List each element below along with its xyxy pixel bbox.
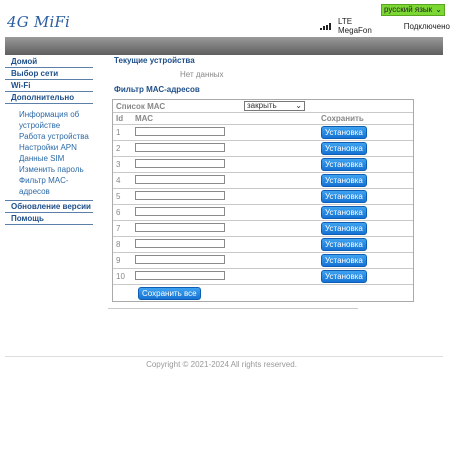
mac-cell: [135, 255, 321, 266]
mac-cell: [135, 175, 321, 186]
mac-cell: [135, 271, 321, 282]
set-button[interactable]: Установка: [321, 238, 367, 251]
row-id: 7: [116, 224, 121, 233]
table-row: [113, 237, 413, 253]
save-cell: [321, 222, 413, 235]
content-divider: [108, 308, 358, 309]
save-cell: [321, 270, 413, 283]
save-all-row: [113, 285, 413, 301]
save-cell: [321, 254, 413, 267]
nav-device-operation[interactable]: Работа устройства: [19, 132, 89, 141]
mac-address-input[interactable]: [135, 143, 225, 152]
nav-apn-settings[interactable]: Настройки APN: [19, 143, 77, 152]
footer-divider: [5, 356, 443, 357]
nav-advanced[interactable]: Дополнительно: [5, 92, 93, 104]
nav-wifi[interactable]: Wi-Fi: [5, 80, 93, 92]
chevron-down-icon: ⌄: [295, 101, 302, 110]
table-row: [113, 141, 413, 157]
set-button[interactable]: Установка: [321, 190, 367, 203]
mac-filter-table: [112, 99, 414, 302]
save-cell: [321, 126, 413, 139]
mac-address-input[interactable]: [135, 255, 225, 264]
save-cell: [321, 190, 413, 203]
table-row: [113, 189, 413, 205]
set-button[interactable]: Установка: [321, 174, 367, 187]
language-select-value: русский язык: [384, 5, 433, 14]
signal-icon: [320, 23, 331, 30]
nav-firmware-update[interactable]: Обновление версии: [5, 201, 93, 213]
nav-help[interactable]: Помощь: [5, 213, 93, 225]
nav-home[interactable]: Домой: [5, 56, 93, 68]
table-row: [113, 173, 413, 189]
set-button[interactable]: Установка: [321, 254, 367, 267]
set-button[interactable]: Установка: [321, 206, 367, 219]
table-row: [113, 269, 413, 285]
nav-sim-data[interactable]: Данные SIM: [19, 154, 65, 163]
set-button[interactable]: Установка: [321, 142, 367, 155]
set-button[interactable]: Установка: [321, 222, 367, 235]
nav-device-info[interactable]: Информация об устройстве: [19, 110, 80, 130]
column-id: Id: [116, 114, 124, 123]
chevron-down-icon: ⌄: [435, 5, 442, 14]
mac-address-input[interactable]: [135, 191, 225, 200]
row-id: 2: [116, 144, 121, 153]
table-header: [113, 113, 413, 125]
filter-mode-select[interactable]: [244, 101, 305, 111]
footer-copyright: Copyright © 2021-2024 All rights reserved.: [146, 360, 297, 369]
row-id: 3: [116, 160, 121, 169]
row-id: 1: [116, 128, 121, 137]
row-id: 9: [116, 256, 121, 265]
nav-network-select[interactable]: Выбор сети: [5, 68, 93, 80]
header-bar: [5, 37, 443, 55]
save-cell: [321, 238, 413, 251]
set-button[interactable]: Установка: [321, 158, 367, 171]
language-select[interactable]: [381, 4, 445, 16]
mac-cell: [135, 191, 321, 202]
advanced-submenu: [5, 104, 93, 201]
row-id: 8: [116, 240, 121, 249]
mac-address-input[interactable]: [135, 159, 225, 168]
mac-list-row: [113, 100, 413, 113]
column-save: Сохранить: [321, 114, 364, 123]
row-id: 10: [116, 272, 125, 281]
no-data-text: Нет данных: [180, 70, 224, 79]
mac-address-input[interactable]: [135, 239, 225, 248]
row-id: 4: [116, 176, 121, 185]
table-row: [113, 125, 413, 141]
mac-cell: [135, 159, 321, 170]
operator-name: LTE MegaFon: [338, 17, 372, 35]
save-all-button[interactable]: Сохранить все: [138, 287, 201, 300]
mac-address-input[interactable]: [135, 271, 225, 280]
mac-address-input[interactable]: [135, 175, 225, 184]
save-cell: [321, 142, 413, 155]
mac-address-input[interactable]: [135, 223, 225, 232]
mac-cell: [135, 223, 321, 234]
mac-cell: [135, 207, 321, 218]
connection-status: [320, 17, 450, 35]
set-button[interactable]: Установка: [321, 126, 367, 139]
mac-address-input[interactable]: [135, 127, 225, 136]
table-row: [113, 221, 413, 237]
mac-list-label: Список МАС: [116, 101, 166, 111]
sidebar: [5, 56, 93, 225]
nav-mac-filter[interactable]: Фильтр MAC-адресов: [19, 176, 69, 196]
row-id: 6: [116, 208, 121, 217]
mac-cell: [135, 239, 321, 250]
save-cell: [321, 174, 413, 187]
set-button[interactable]: Установка: [321, 270, 367, 283]
row-id: 5: [116, 192, 121, 201]
table-body: [113, 125, 413, 285]
mac-cell: [135, 143, 321, 154]
column-mac: МАС: [135, 114, 154, 123]
table-row: [113, 157, 413, 173]
table-row: [113, 205, 413, 221]
mac-cell: [135, 127, 321, 138]
filter-mode-value: закрыть: [247, 101, 277, 110]
current-devices-title: Текущие устройства: [114, 56, 195, 65]
connection-state: Подключено: [403, 21, 450, 31]
nav-change-password[interactable]: Изменить пароль: [19, 165, 84, 174]
table-row: [113, 253, 413, 269]
save-cell: [321, 206, 413, 219]
mac-address-input[interactable]: [135, 207, 225, 216]
save-cell: [321, 158, 413, 171]
logo: 4G MiFi: [7, 13, 71, 31]
mac-filter-title: Фильтр МАС-адресов: [114, 85, 200, 94]
